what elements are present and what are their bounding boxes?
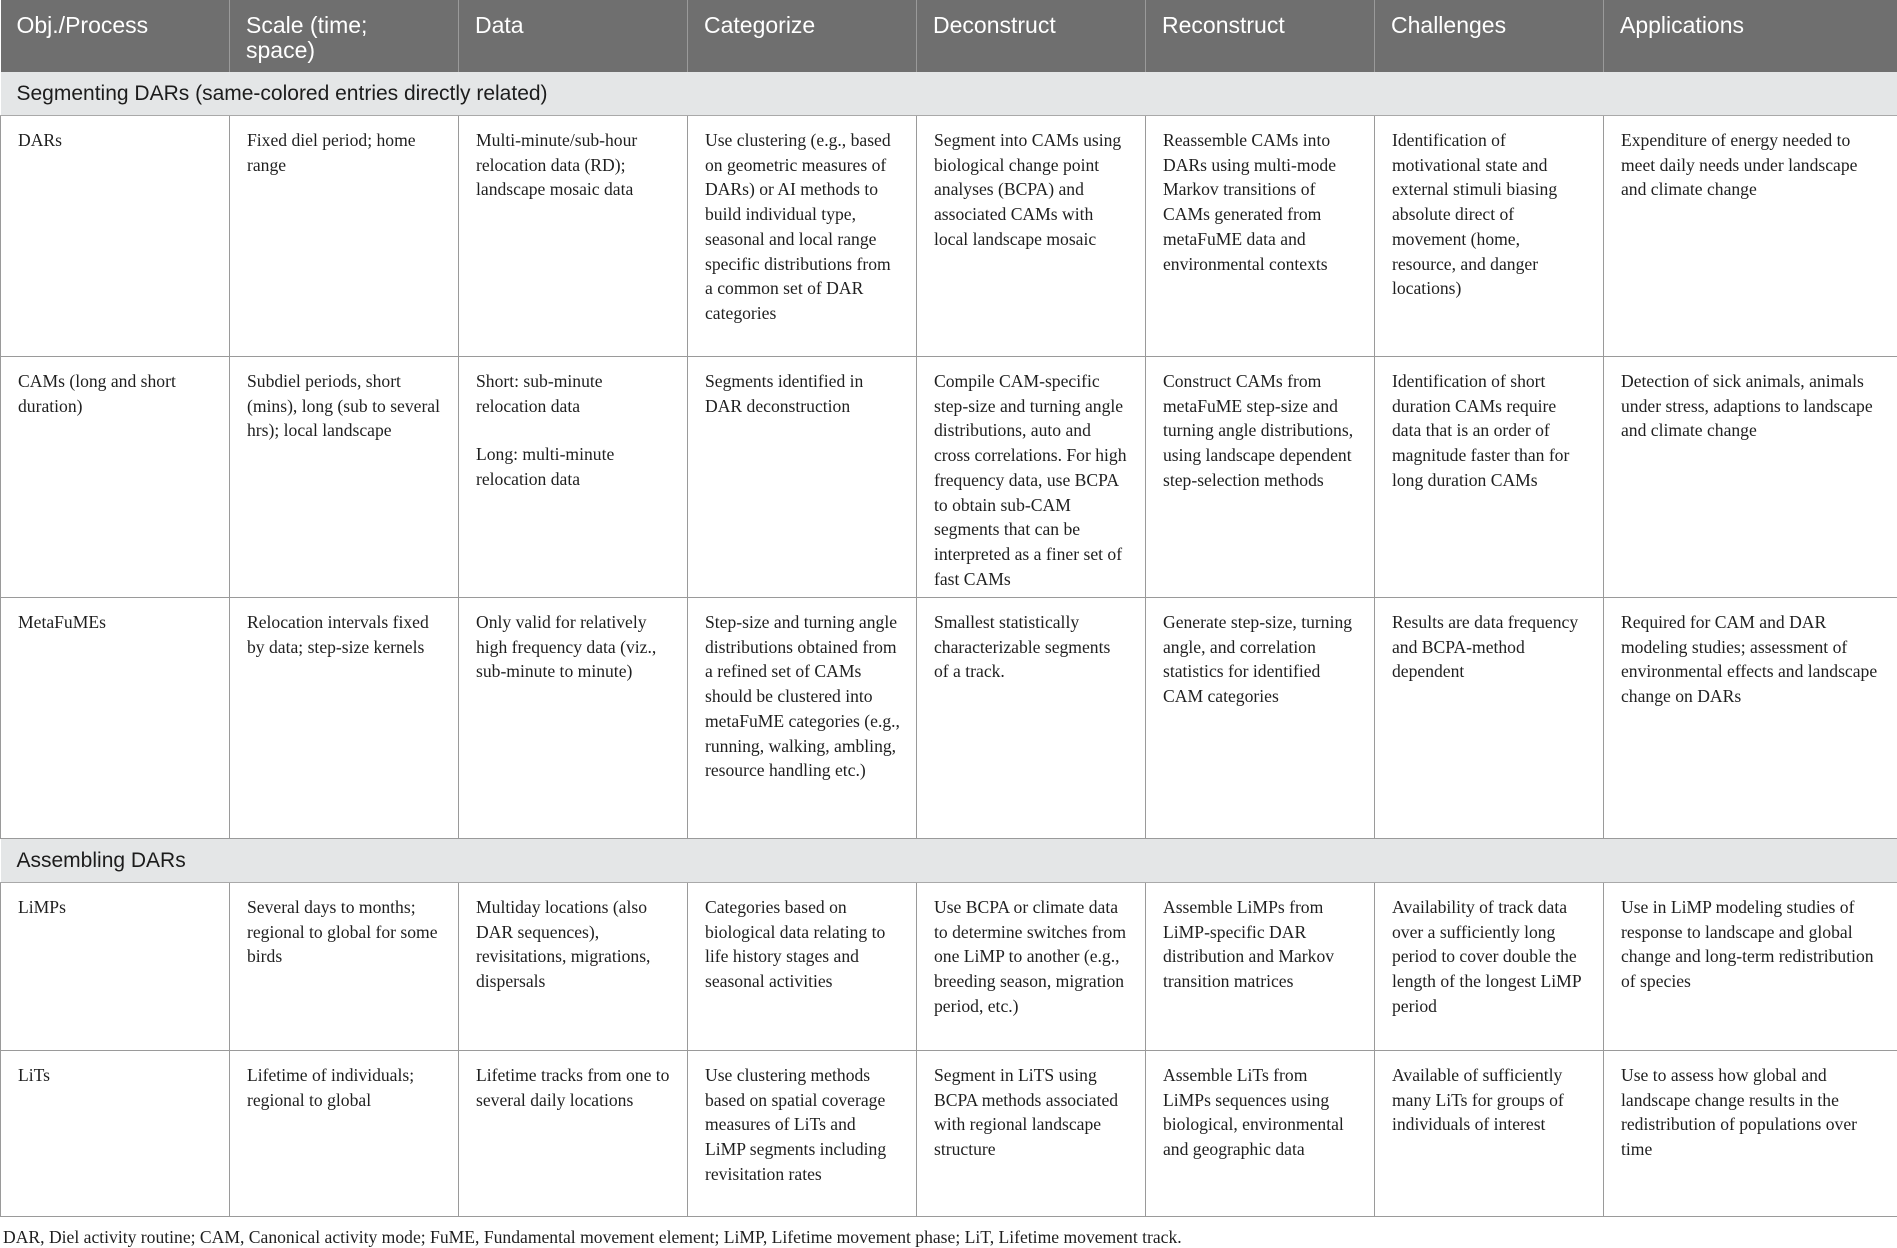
cell-categorize: Use clustering (e.g., based on geometric measures of DARs) or AI methods to build individual type, seasonal and local range specific distributions from a common set of DAR categories: [688, 116, 917, 357]
table-row-dars: [1, 116, 1897, 357]
cell-reconstruct: Generate step-size, turning angle, and correlation statistics for identified CAM categories: [1146, 598, 1375, 839]
cell-deconstruct: Segment into CAMs using biological change point analyses (BCPA) and associated CAMs with local landscape mosaic: [917, 116, 1146, 357]
cell-obj: CAMs (long and short duration): [1, 357, 230, 598]
cell-scale: Lifetime of individuals; regional to global: [230, 1051, 459, 1217]
cell-reconstruct: Reassemble CAMs into DARs using multi-mode Markov transitions of CAMs generated from metaFuME data and environmental contexts: [1146, 116, 1375, 357]
cell-deconstruct: Segment in LiTS using BCPA methods associated with regional landscape structure: [917, 1051, 1146, 1217]
table-row-lits: [1, 1051, 1897, 1217]
header-scale: Scale (time; space): [230, 0, 459, 72]
cell-obj: LiTs: [1, 1051, 230, 1217]
cell-challenges: Identification of short duration CAMs require data that is an order of magnitude faster than for long duration CAMs: [1375, 357, 1604, 598]
cell-scale: Subdiel periods, short (mins), long (sub to several hrs); local landscape: [230, 357, 459, 598]
cell-categorize: Step-size and turning angle distributions obtained from a refined set of CAMs should be clustered into metaFuME categories (e.g., running, walking, ambling, resource handling etc.): [688, 598, 917, 839]
cell-data-long: Long: multi-minute relocation data: [476, 442, 671, 491]
cell-applications: Use to assess how global and landscape change results in the redistribution of populations over time: [1604, 1051, 1897, 1217]
cell-scale: Fixed diel period; home range: [230, 116, 459, 357]
header-obj-process: Obj./Process: [1, 0, 230, 72]
cell-challenges: Availability of track data over a sufficiently long period to cover double the length of the longest LiMP period: [1375, 883, 1604, 1051]
table-row-cams: [1, 357, 1897, 598]
cell-data: Multi-minute/sub-hour relocation data (RD); landscape mosaic data: [459, 116, 688, 357]
section-title-segmenting: Segmenting DARs (same-colored entries directly related): [1, 72, 1897, 116]
header-applications: Applications: [1604, 0, 1897, 72]
section-row-segmenting: [1, 72, 1897, 116]
table-row-limps: [1, 883, 1897, 1051]
cell-reconstruct: Assemble LiTs from LiMPs sequences using biological, environmental and geographic data: [1146, 1051, 1375, 1217]
cell-deconstruct: Smallest statistically characterizable segments of a track.: [917, 598, 1146, 839]
cell-deconstruct: Compile CAM-specific step-size and turning angle distributions, auto and cross correlations. For high frequency data, use BCPA to obtain sub-CAM segments that can be interpreted as a finer set of fast CAMs: [917, 357, 1146, 598]
header-data: Data: [459, 0, 688, 72]
cell-challenges: Available of sufficiently many LiTs for groups of individuals of interest: [1375, 1051, 1604, 1217]
cell-applications: Expenditure of energy needed to meet daily needs under landscape and climate change: [1604, 116, 1897, 357]
cell-data: Only valid for relatively high frequency data (viz., sub-minute to minute): [459, 598, 688, 839]
cell-obj: DARs: [1, 116, 230, 357]
cell-data: Lifetime tracks from one to several daily locations: [459, 1051, 688, 1217]
cell-applications: Use in LiMP modeling studies of response to landscape and global change and long-term redistribution of species: [1604, 883, 1897, 1051]
table-footnote: DAR, Diel activity routine; CAM, Canonical activity mode; FuME, Fundamental movement element; LiMP, Lifetime movement phase; LiT, Lifetime movement track.: [0, 1217, 1897, 1248]
cell-reconstruct: Assemble LiMPs from LiMP-specific DAR distribution and Markov transition matrices: [1146, 883, 1375, 1051]
cell-categorize: Use clustering methods based on spatial coverage measures of LiTs and LiMP segments including revisitation rates: [688, 1051, 917, 1217]
cell-data: Multiday locations (also DAR sequences), revisitations, migrations, dispersals: [459, 883, 688, 1051]
cell-obj: LiMPs: [1, 883, 230, 1051]
header-reconstruct: Reconstruct: [1146, 0, 1375, 72]
cell-reconstruct: Construct CAMs from metaFuME step-size and turning angle distributions, using landscape dependent step-selection methods: [1146, 357, 1375, 598]
cell-challenges: Identification of motivational state and external stimuli biasing absolute direct of movement (home, resource, and danger locations): [1375, 116, 1604, 357]
header-challenges: Challenges: [1375, 0, 1604, 72]
header-deconstruct: Deconstruct: [917, 0, 1146, 72]
table-row-metafumes: [1, 598, 1897, 839]
cell-data-short: Short: sub-minute relocation data: [476, 371, 603, 416]
section-title-assembling: Assembling DARs: [1, 839, 1897, 883]
cell-applications: Detection of sick animals, animals under stress, adaptions to landscape and climate change: [1604, 357, 1897, 598]
cell-challenges: Results are data frequency and BCPA-method dependent: [1375, 598, 1604, 839]
cell-applications: Required for CAM and DAR modeling studies; assessment of environmental effects and landscape change on DARs: [1604, 598, 1897, 839]
cell-data: [459, 357, 688, 598]
header-categorize: Categorize: [688, 0, 917, 72]
cell-categorize: Segments identified in DAR deconstruction: [688, 357, 917, 598]
header-row: [1, 0, 1897, 72]
cell-obj: MetaFuMEs: [1, 598, 230, 839]
cell-scale: Several days to months; regional to global for some birds: [230, 883, 459, 1051]
cell-categorize: Categories based on biological data relating to life history stages and seasonal activities: [688, 883, 917, 1051]
cell-deconstruct: Use BCPA or climate data to determine switches from one LiMP to another (e.g., breeding season, migration period, etc.): [917, 883, 1146, 1051]
section-row-assembling: [1, 839, 1897, 883]
cell-scale: Relocation intervals fixed by data; step-size kernels: [230, 598, 459, 839]
